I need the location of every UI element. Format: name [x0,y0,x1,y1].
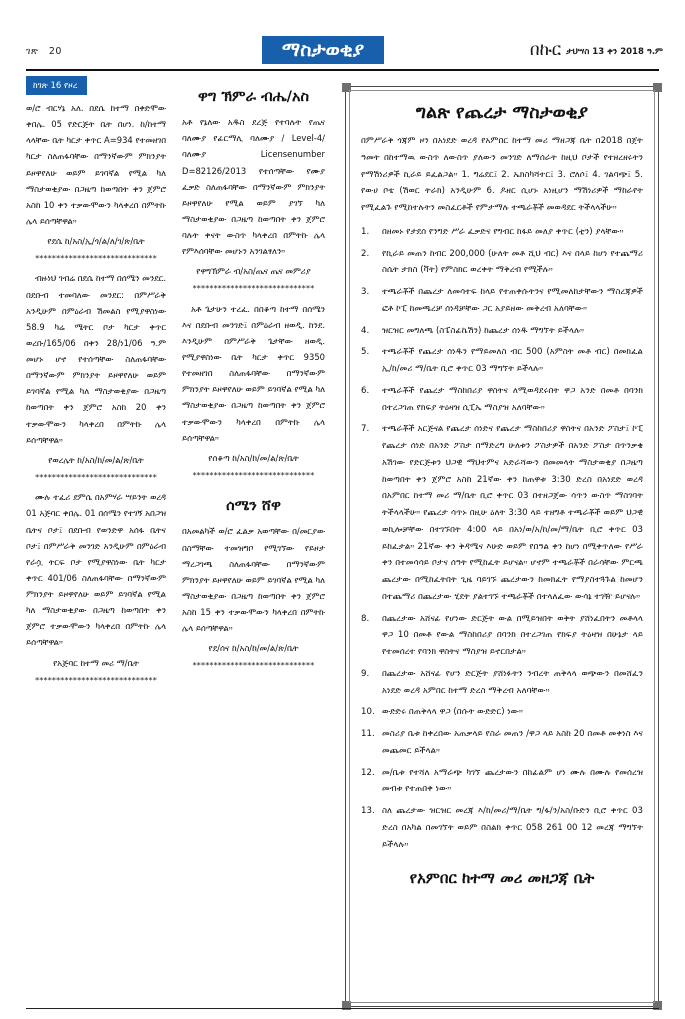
tender-list-item: ተጫራቾች በጨረታ ለመሳተፍ ከላይ የተጠቀሱትንና የሚመለከታቸውን ማስረጃዎች ፎቶ ኮፒ ከመጫረቻ ሰነዳቻቸው ጋር አያይዘው መቅረብ አለባቸው። [382,287,643,314]
article-separator: ***************************** [192,470,315,480]
folio-number: 20 [48,46,62,57]
article-signature: የደሴ ከ/አስ/ኢ/ጎ/ል/ለ/ገ/ጽ/ቤት [47,236,145,246]
tender-notice-box [345,86,659,1007]
article-body: ሙሉ ተፈሪ ደምሴ በአምሃራ ሣይንት ወረዳ 01 አጅባር ቀበሌ. 01 በሰሜን የተገኝ አበጋዝ ቤትና ቦታ፤ በደቡብ የወንድዋ አሰፋ ቤትና ቦታ፤ በምሥራቅ መንገድ አንዲሁም በምዕራብ የራሷ ትርፍ ቦታ የሚያዋስነው ቤት ካርታ ቀጥር 401/06 ስለጠፋባቸው በማንኛውም ምክንያት ይዞዋየለሁ ወይም ይገባኛል የሚል ካለ ማስታወቂያው በጋዜጣ ከወጣበት ቀን ጀምሮ ተቃውሞውን ካላቀረበ በምትኩ ሌላ ይሰጣቸዋል። [26,492,166,648]
tender-list-item: መስሪያ ቤቱ ከቀረበው አጠቃላይ የስራ መጠን /ዋጋ ላይ አስከ 20 በመቶ መቀነስ እና መጨመር ይችላል። [382,729,643,756]
masthead-title: ማስታወቂያ [262,36,384,64]
article-body: በአመልካች ወ/ሮ ፈልቃ አወጣቸው በ/መርያው በስማቸው ተመዝግቦ የሚገኘው የይዞታ ማረጋገጫ ስለጠፋባቸው በማንኛውም ምክንያት ይዞዋየለሁ ወይም ይገባኛል የሚል ካለ ማስታወቂያው በጋዜጣ ከወጣበት ቀን ጀምሮ አስከ 15 ቀን ተቃውሞውን ካላቀረበ በምትኩ ሌላ ይሰጣቸዋል። [182,526,325,634]
article-body: አቶ የኔለው አዱስ ደረጅ የተባሉት የጤና ባለሙያ የፊርማሊ ባለሙያ / Level-4/ባለሙያ Licensenumber D=82126/2013 የተሰጣቸው የሙያ ፈቃድ ስለጠፋባቸው በማንኛውም ምክንያት ይዞዋየለሁ የሚል ወይም ያገኘ ካለ ማስታወቂያው በጋዜጣ ከወጣበት ቀን ጀምሮ ባሉት ቀናት ውስጥ ካላቀረበ በምትኩ ሌላ የምእሰባቸው መሆኑን አንገልፃለን። [182,117,325,257]
masthead [0,36,685,70]
tender-list-item: የኪራይ መጠን ከብር 200,000 (ሁለት መቶ ሺህ ብር) እና በላይ ከሆነ የተጨማሪ ስሴት ታክስ (ቫት) የምስክር ወረቀት ማቅረብ የሚችሉ። [382,248,643,276]
tender-content [349,90,655,1003]
tender-list-item: ተጫራቾች አርጅናል የጨረታ ሰነድና የጨረታ ማስከበሪያ ዋስትና በአንድ ፖስታ፤ ኮፒ የጨረታ ሰነድ በአንድ ፖስታ በማድረግ ሁለቱን ፖስታዎች በአንድ ፖስታ በጥንቃቄ አሽገው የድርጅቱን ህጋዊ ማህተምና አድራሻውን በመመላት ማስታወቂያ በጋዜጣ ከወጣበት ቀን ጀምሮ አስከ 21ኛው ቀን ከጠዋቱ 3:30 ድረስ በአነደድ ወረዳ በአምበር ከተማ መሪ ማ/ቤት ቢሮ ቀጥር 03 በተዘጋጀው ሳጥን ውስጥ ማስገባት ትችላላችሁ። የጨረታ ሳጥኑ በዚሁ ዕለት 3:30 ላይ ተዘግቶ ተጫራቾች ወይም ህጋዊ ወኪሎቻቸው በተገኙበት 4:00 ላይ በአነ/ወ/አ/ከ/መ/ማ/ቤት ቢሮ ቀጥር 03 ይከፈታል። 21ኛው ቀን ቅዳሜና እሁድ ወይም የበዓል ቀን ከሆነ በሚቀጥለው የሥራ ቀን በተመሳሳይ ቦታና ሰዓት የሚከፈት ይሆናል። ሆኖም ተጫራቾች በራሳቸው ምርጫ ጨረታው በሚከፈትበት ጊዜ ባይገኙ ጨረታውን ከመክፈት የማያስተጓጉል ከመሆን በተጨማሪ በጨረታው ሂደት ያልተገኙ ተጫራቾች በተላለፈው ውሳኔ ተገዥ ይሆናሉ። [382,424,643,602]
article-signature: የዋግኽምራ ብ/አስ/ጤና ጤና መምሪያ [196,266,311,277]
continued-from-badge: ከገጽ 16 የዞረ [26,76,87,95]
tender-list-item: ተጫራቾች የጨረታ ማስከበሪያ ዋስትና ለሚወዳደሩበት ዋጋ አንድ በመቶ በባንክ በተረጋገጠ የክፍያ ትዕዛዝ ሲፒኤ ማስያዝ አለባቸው። [382,385,643,413]
tender-list-item: በዘመኑ የታደሰ የንግድ ሥራ ፈቃድና የግብር ከፋይ መለያ ቀጥር (ቲን) ያላቸው። [382,226,624,237]
text-column-2 [182,86,325,678]
tender-list-item: መ/ቤቱ የተሻለ አማራጭ ካገኘ ጨረታውን በከፊልም ሆነ ሙሉ በሙሉ የመሰረዝ መብቱ የተጠበቀ ነው። [382,767,643,795]
article-body: ብዙነህ ገብሬ በደሴ ከተማ በሰሜን መንደር. በደቡብ ተመባለው መንደር: በምሥራቅ አንዲሁም በምዕራብ ሽመልስ የሚያዋስነው 58.9 ካሬ ሜትር ቦታ ካርታ ቀጥር ወረቡ/165/06 በቀን 28/ነ1/06 ዓ.ም መሆኑ ሆኖ የተሰጣቸው ስለጠፋባቸው በማንኛውም ምክንያት ይዞዋየለሁ ወይም ይገባኛል የሚል ካለ ማስታወቂያው በጋዜጣ ከወጣበት ቀን ጀምሮ አስከ 20 ቀን ተቃውሞውን ካላቀረበ በምትኩ ሌላ ይሰጣቸዋል። [26,273,166,445]
tender-list-item: ስለ ጨረታው ዝርዝር መረጃ እ/ከ/መሪ/ማ/ቤት ግ/ፋ/ን/አስ/ቡድን ቢሮ ቀጥር 03 ድረስ በአካል በመገኘት ወይም በስልክ ቀጥር 058 261 00 12 መረጃ ማግኘት ይችላሉ። [382,806,643,850]
tender-title: ግልጽ የጨረታ ማስታወቂያ [415,103,589,123]
article-separator: ***************************** [35,254,157,264]
article-separator: ***************************** [35,675,157,685]
masthead-rule [26,69,659,71]
article-separator: ***************************** [192,661,315,671]
article-body: አቶ ጌታሁን ተረፈ. በበቆጣ ከተማ በሰሜን እና በደቡብ መንገድ፤ በምዕራብ ዘወዲ. ከንደ. እንዲሁም በምሥራቅ ጌታቸው ዘወዲ. የሚያዋስነው ቤት ካርታ ቀጥር 9350 የተመዘገበ ስለጠፋባቸው በማንኛውም ምክንያት ይዞዋየለሁ ወይም ይገባኛል የሚል ካለ ማስታወቂያው በጋዜጣ ከወጣበት ቀን ጀምሮ ተቃውሞውን ካላቀረበ በምትኩ ሌላ ይሰጣቸዋል። [182,303,325,443]
article-signature: የወረሌት ከ/አስ/ከ/መ/ል/ጽ/ቤት [48,454,144,465]
tender-list-item: በጨረታው አሸናፊ የሆነው ድርጅት ውል በሚይዝበት ወቅት ያሸነፈበትን መቶላላ ዋጋ 10 በመቶ የውል ማስከበሪያ በባንክ በተረጋገጠ የክፍያ ትዕዛዝ በሁኔታ ላይ የተመሰረተ የባንክ ዋስትና ማስያዝ ይኖርበታል። [382,613,643,657]
column-heading: ሰሜን ሸዋ [226,498,281,515]
paper-name: በኩር [529,40,562,60]
page-bottom-rule [26,1008,659,1009]
article-signature: የሰቆጣ ከ/አስ/ከ/መ/ል/ጽ/ቤት [208,452,299,463]
tender-list-item: ተጫራቾች የጨረታ ሰነዱን የማይመለስ ብር 500 (አምስት መቶ ብር) በመክፈል ኢ/ከ/መሪ ማ/ቤት ቢሮ ቀጥር 03 ማግኘት ይችላሉ። [382,347,643,374]
column-heading: ዋግ ኽምራ ብሔ/አስ [197,89,309,105]
tender-list-item: ዝርዝር መግለጫ (ስፔስፊኬሽን) ከጨረታ ሰነዱ ማግኘት ይችላሉ። [382,325,585,336]
folio-label: ገጽ [26,46,39,57]
tender-list-item: ውድድሩ በጠቅላላ ዋጋ (በሱት ውድድር) ነው። [382,707,523,718]
page-folio [26,46,62,57]
article-signature: የደ/ሰና ከ/አስ/ከ/መ/ል/ጽ/ቤት [208,643,299,654]
tender-requirements-list [361,224,643,854]
text-column-1 [26,100,166,692]
article-separator: ***************************** [192,284,315,294]
tender-list-item: በጨረታው አሸናፊ የሆን ድርጅት ያሸነፉትን ንብረት ጠቅላላ ወጭውን በመሸፈን አነደድ ወረዳ አምበር ከተማ ድረስ ማቅረብ አለባቸው። [382,668,643,696]
article-separator: ***************************** [35,472,157,482]
tender-intro: በምሥራቅ ጎጃም ዞን በአነደድ ወረዳ የአምበር ከተማ መሪ ማዘጋጃ ቤት በ2018 በጀት ዓመት በከተማዉ ውስጥ ለውስጥ ያለውን መንገድ ለማሰራት ከዚህ ቦታች የተዘረዘሩትን የማሽነሪዎች ኪራይ ይፈልጋል። 1. ግሬደር፤ 2. ኤክስካሻተር፤ 3. ሮለሶ፤ 4. ገልባጭ፤ 5. የውሀ ቦቴ (ሽወር ትራክ) አንዲሁም 6. ዶዘር ሲሆኑ አነዚሆን ማሽነሪዎች ማከራየት የሚፈልጉ የሚከተሉትን መስፈርቶች የምታማሉ ተጫራቾች መወዳደር ትችላላችሁ። [361,136,643,213]
masthead-imprint [530,40,663,60]
article-body: ወ/ሮ ብርሃኔ አለ. በደሴ ከተማ በቀድሞው ቀበሌ. 05 የድርጅት ቤት በሆነ. ከ/ከተማ ላላቸው ቤት ካርታ ቀጥር A=934 የተመዘገበ ካርታ ስለጠፋባቸው በማንኛውም ምክንያት ይዞዋየለሁ ወይም ይገባኛል የሚል ካለ ማስታወቂያው በጋዜጣ ከወጣበት ቀን ጀምሮ አስከ 10 ቀን ተቃውሞውን ካላቀረበ በምትኩ ሌላ ይሰጣቸዋል። [26,103,166,226]
tender-signature: የአምበር ከተማ መሪ መዘጋጃ ቤት [409,869,595,888]
article-signature: የአጅባር ከተማ መሪ ማ/ቤት [53,657,139,668]
issue-date: ታህሣስ 13 ቀን 2018 ዓ.ም [566,47,663,57]
